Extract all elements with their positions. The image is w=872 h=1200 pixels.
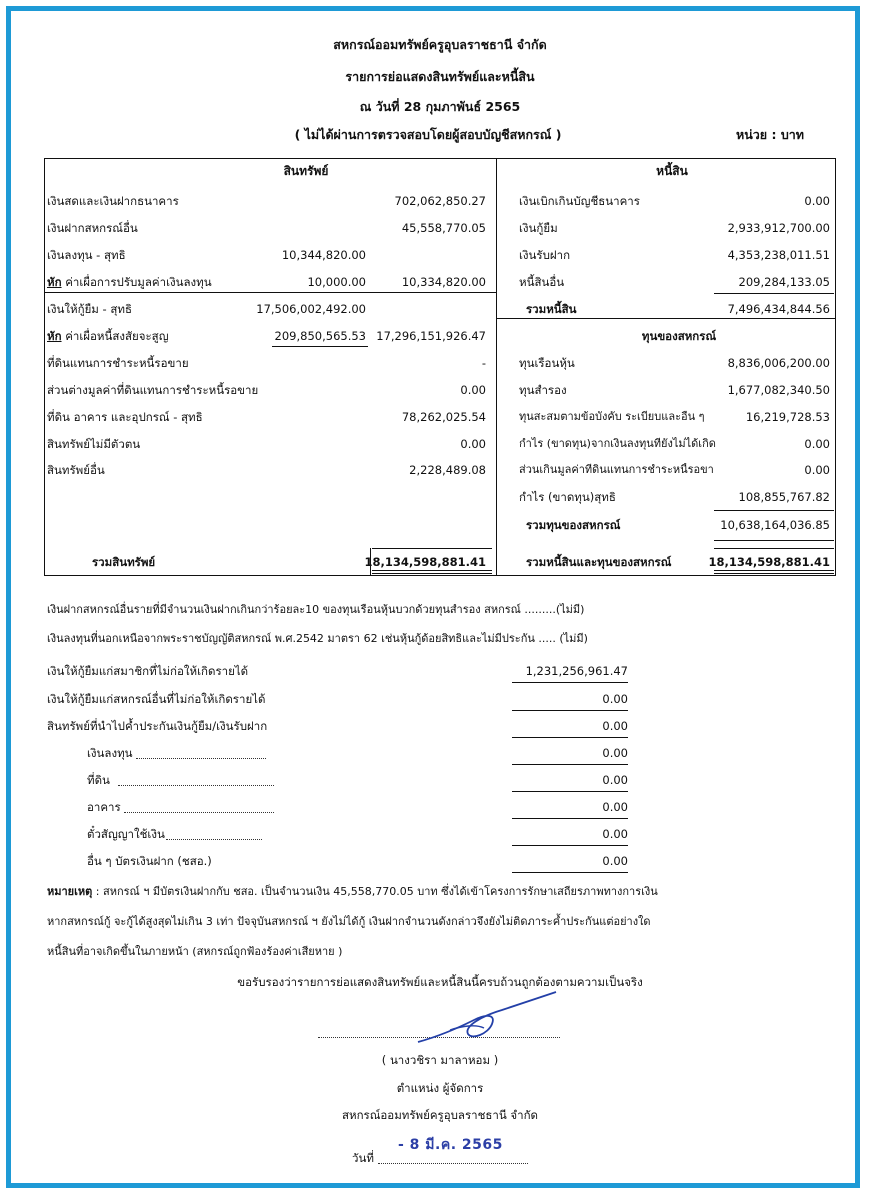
equity-amount: 0.00 xyxy=(804,437,830,451)
asset-sub-amount: 10,000.00 xyxy=(307,275,366,289)
equity-label: ทุนสำรอง xyxy=(519,383,567,397)
equity-label: ส่วนเกินมูลค่าที่ดินแทนการชำระหนี้รอขา xyxy=(519,463,714,476)
sub-item-label: เงินลงทุน xyxy=(87,746,133,760)
asset-label: เงินสดและเงินฝากธนาคาร xyxy=(47,194,179,208)
date-label: วันที่ xyxy=(352,1151,374,1165)
asset-label: สินทรัพย์อื่น xyxy=(47,463,105,477)
liability-label: เงินเบิกเกินบัญชีธนาคาร xyxy=(519,194,640,208)
leader-dots xyxy=(136,758,266,759)
asset-amount: 0.00 xyxy=(460,437,486,451)
asset-label: หัก ค่าเผื่อหนี้สงสัยจะสูญ xyxy=(47,329,169,343)
asset-label: ส่วนต่างมูลค่าที่ดินแทนการชำระหนี้รอขาย xyxy=(47,383,259,397)
sub-item-label: อาคาร xyxy=(87,800,121,814)
sub-item-label: ที่ดิน xyxy=(87,773,110,787)
equity-label: ทุนเรือนหุ้น xyxy=(519,356,575,370)
assets-total-label: รวมสินทรัพย์ xyxy=(92,555,156,569)
asset-amount: 0.00 xyxy=(460,383,486,397)
leader-dots xyxy=(118,785,274,786)
liability-section-rule xyxy=(496,318,836,319)
deduct-prefix: หัก xyxy=(47,275,62,289)
deduct-prefix: หัก xyxy=(47,329,62,343)
asset-sub-amount: 209,850,565.53 xyxy=(274,329,366,343)
total-rule xyxy=(372,548,492,549)
unit-label: หน่วย : บาท xyxy=(736,127,805,142)
equity-amount: 1,677,082,340.50 xyxy=(727,383,830,397)
asset-label: สินทรัพย์ไม่มีตัวตน xyxy=(47,437,141,451)
report-date: ณ วันที่ 28 กุมภาพันธ์ 2565 xyxy=(359,99,521,114)
liability-total-rule xyxy=(714,293,834,294)
liability-amount: 0.00 xyxy=(804,194,830,208)
remark-label: หมายเหตุ xyxy=(47,885,93,898)
assets-total-amount: 18,134,598,881.41 xyxy=(364,555,486,569)
sub-item-amount: 0.00 xyxy=(602,854,628,868)
asset-amount: - xyxy=(481,356,486,370)
note-item-amount: 0.00 xyxy=(602,719,628,733)
equity-amount: 0.00 xyxy=(804,463,830,477)
remark-line-1: หมายเหตุ : สหกรณ์ ฯ มีบัตรเงินฝากกับ ชสอ. เป็นจำนวนเงิน 45,558,770.05 บาท ซึ่งได้เข้าโครงการรักษาเสถียรภาพทางการเงิน xyxy=(47,885,658,898)
equity-label: กำไร (ขาดทุน)สุทธิ xyxy=(519,490,616,504)
note-rule xyxy=(512,710,628,711)
equity-amount: 108,855,767.82 xyxy=(738,490,830,504)
sub-item-amount: 0.00 xyxy=(602,746,628,760)
sub-item-amount: 0.00 xyxy=(602,800,628,814)
audit-note: ( ไม่ได้ผ่านการตรวจสอบโดยผู้สอบบัญชีสหกรณ์ ) xyxy=(294,127,562,142)
leader-dots xyxy=(124,812,274,813)
note-rule xyxy=(512,845,628,846)
asset-label: ที่ดิน อาคาร และอุปกรณ์ - สุทธิ xyxy=(47,410,203,424)
note-rule xyxy=(512,872,628,873)
equity-amount: 16,219,728.53 xyxy=(745,410,830,424)
note-item-amount: 1,231,256,961.47 xyxy=(525,664,628,678)
org-title: สหกรณ์ออมทรัพย์ครูอุบลราชธานี จำกัด xyxy=(333,37,547,52)
asset-amount: 45,558,770.05 xyxy=(401,221,486,235)
note-item-label: เงินให้กู้ยืมแก่สมาชิกที่ไม่ก่อให้เกิดรายได้ xyxy=(47,664,249,678)
date-line xyxy=(378,1163,528,1164)
liability-label: หนี้สินอื่น xyxy=(519,275,565,289)
equity-total-rule xyxy=(714,510,834,511)
remark-line-2: หากสหกรณ์กู้ จะกู้ได้สูงสุดไม่เกิน 3 เท่า ปัจจุบันสหกรณ์ ฯ ยังไม่ได้กู้ เงินฝากจำนวนดังกล่าวจึงยังไม่ติดภาระค้ำประกันแต่อย่างใด xyxy=(47,915,651,928)
asset-label: ที่ดินแทนการชำระหนี้รอขาย xyxy=(47,356,189,370)
sub-item-amount: 0.00 xyxy=(602,827,628,841)
report-title: รายการย่อแสดงสินทรัพย์และหนี้สิน xyxy=(345,69,535,84)
asset-sub-amount: 10,344,820.00 xyxy=(281,248,366,262)
equity-label: กำไร (ขาดทุน)จากเงินลงทุนที่ยังไม่ได้เกิด xyxy=(519,437,716,450)
signer-position: ตำแหน่ง ผู้จัดการ xyxy=(396,1081,484,1095)
subtotal-rule xyxy=(272,346,368,347)
note-item-amount: 0.00 xyxy=(602,692,628,706)
liabilities-heading: หนี้สิน xyxy=(656,164,688,178)
grand-total-label: รวมหนี้สินและทุนของสหกรณ์ xyxy=(526,555,672,569)
liability-label: เงินกู้ยืม xyxy=(519,221,558,235)
sub-item-amount: 0.00 xyxy=(602,773,628,787)
equity-label: ทุนสะสมตามข้อบังคับ ระเบียบและอื่น ๆ xyxy=(519,410,705,423)
note-item-label: สินทรัพย์ที่นำไปค้ำประกันเงินกู้ยืม/เงินรับฝาก xyxy=(47,719,268,733)
note-item-label: เงินให้กู้ยืมแก่สหกรณ์อื่นที่ไม่ก่อให้เกิดรายได้ xyxy=(47,692,266,706)
signer-org: สหกรณ์ออมทรัพย์ครูอุบลราชธานี จำกัด xyxy=(341,1108,539,1122)
signer-name: ( นางวชิรา มาลาหอม ) xyxy=(381,1053,499,1067)
asset-amount: 10,334,820.00 xyxy=(401,275,486,289)
equity-total-label: รวมทุนของสหกรณ์ xyxy=(526,518,621,532)
equity-total-under-rule xyxy=(714,540,834,541)
row-rule xyxy=(44,292,496,293)
asset-label: หัก ค่าเผื่อการปรับมูลค่าเงินลงทุน xyxy=(47,275,212,289)
note-line-1: เงินฝากสหกรณ์อื่นรายที่มีจำนวนเงินฝากเกินกว่าร้อยละ10 ของทุนเรือนหุ้นบวกด้วยทุนสำรอง สหกรณ์ .........(ไม่มี) xyxy=(47,603,585,616)
note-rule xyxy=(512,818,628,819)
assets-heading: สินทรัพย์ xyxy=(283,164,329,178)
note-rule xyxy=(512,682,628,683)
note-line-2: เงินลงทุนที่นอกเหนือจากพระราชบัญญัติสหกรณ์ พ.ศ.2542 มาตรา 62 เช่นหุ้นกู้ด้อยสิทธิและไม่มีประกัน ..... (ไม่มี) xyxy=(47,632,588,645)
asset-amount: 17,296,151,926.47 xyxy=(376,329,486,343)
certify-statement: ขอรับรองว่ารายการย่อแสดงสินทรัพย์และหนี้สินนี้ครบถ้วนถูกต้องตามความเป็นจริง xyxy=(237,975,643,989)
grand-total-rule xyxy=(714,548,834,549)
leader-dots xyxy=(166,839,262,840)
remark-line-3: หนี้สินที่อาจเกิดขึ้นในภายหน้า (สหกรณ์ถูกฟ้องร้องค่าเสียหาย ) xyxy=(47,945,343,958)
grand-total-amount: 18,134,598,881.41 xyxy=(708,555,830,569)
sub-item-label: ตั๋วสัญญาใช้เงิน xyxy=(87,827,165,841)
total-double-rule xyxy=(372,570,492,574)
asset-sub-amount: 17,506,002,492.00 xyxy=(256,302,366,316)
equity-heading: ทุนของสหกรณ์ xyxy=(641,329,717,343)
date-stamp: - 8 มี.ค. 2565 xyxy=(398,1137,503,1153)
grand-total-double-rule xyxy=(714,570,834,574)
asset-label: เงินลงทุน - สุทธิ xyxy=(47,248,126,262)
liabilities-total-amount: 7,496,434,844.56 xyxy=(727,302,830,316)
liabilities-total-label: รวมหนี้สิน xyxy=(526,302,577,316)
note-rule xyxy=(512,737,628,738)
asset-amount: 78,262,025.54 xyxy=(401,410,486,424)
liability-amount: 2,933,912,700.00 xyxy=(727,221,830,235)
asset-label: เงินฝากสหกรณ์อื่น xyxy=(47,221,138,235)
liability-amount: 4,353,238,011.51 xyxy=(727,248,830,262)
liability-amount: 209,284,133.05 xyxy=(738,275,830,289)
signature-scribble xyxy=(410,990,560,1050)
note-rule xyxy=(512,764,628,765)
asset-amount: 702,062,850.27 xyxy=(394,194,486,208)
column-divider xyxy=(496,158,497,576)
equity-amount: 8,836,006,200.00 xyxy=(727,356,830,370)
sub-item-label: อื่น ๆ บัตรเงินฝาก (ชสอ.) xyxy=(87,854,212,868)
asset-amount: 2,228,489.08 xyxy=(409,463,486,477)
liability-label: เงินรับฝาก xyxy=(519,248,571,262)
note-rule xyxy=(512,791,628,792)
asset-label: เงินให้กู้ยืม - สุทธิ xyxy=(47,302,132,316)
equity-total-amount: 10,638,164,036.85 xyxy=(720,518,830,532)
